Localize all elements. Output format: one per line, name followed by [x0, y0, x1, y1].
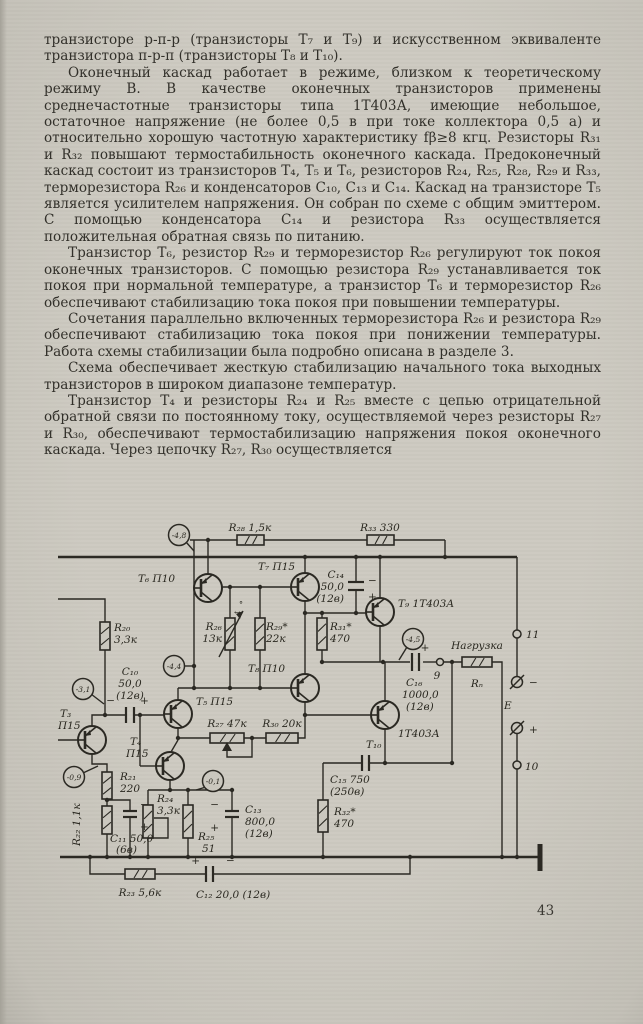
component-label: 1Т403А: [398, 728, 440, 740]
junction-dot: [381, 660, 385, 664]
wire: [399, 647, 407, 660]
junction-dot: [105, 855, 109, 859]
component-label: С₁₂ 20,0 (12в): [196, 889, 271, 901]
component-label: +: [191, 855, 200, 867]
resistor-R26: [225, 618, 235, 650]
resistor-R25: [183, 805, 193, 838]
paragraph: Транзистор Т₄ и резисторы R₂₄ и R₂₅ вместе с цепью отрицательной обратной связи по постоянному току, осуществляемой через резисторы R₂₇ и R₃₀, обеспечивают термостабилизацию напряжения покоя оконечного каскада. Через цепочку R₂₇, R₃₀ осуществляется: [44, 392, 601, 459]
component-label: ↔: [234, 608, 241, 617]
junction-dot: [192, 686, 196, 690]
junction-dot: [408, 855, 412, 859]
component-label: +: [210, 822, 219, 834]
voltage-marker-value: -0,9: [66, 772, 82, 782]
component-label: Т₆ П10: [138, 573, 176, 585]
junction-dot: [192, 664, 196, 668]
junction-dot: [303, 713, 307, 717]
junction-dot: [206, 538, 210, 542]
component-label: (12в): [316, 593, 344, 605]
component-label: 22к: [266, 633, 286, 645]
junction-dot: [354, 555, 358, 559]
component-label: +: [368, 591, 377, 603]
component-label: R₂₂ 1,1к: [71, 803, 83, 846]
wire: [492, 662, 502, 857]
junction-dot: [186, 855, 190, 859]
junction-dot: [88, 855, 92, 859]
wire: [83, 766, 98, 773]
component-label: R₃₂*: [334, 806, 356, 818]
component-label: С₁₃: [245, 804, 262, 816]
component-label: R₂₇ 47к: [207, 718, 247, 730]
component-label: Т₈ П10: [248, 663, 286, 675]
paragraph: транзисторе р-п-р (транзисторы Т₇ и Т₉) и искусственном эквиваленте транзистора п-р-п (транзисторы Т₈ и Т₁₀).: [44, 32, 601, 65]
junction-dot: [228, 585, 232, 589]
component-label: Т₄: [130, 736, 142, 748]
component-label: 50,0: [118, 678, 142, 690]
page-number: 43: [537, 903, 555, 919]
transistor-collector: [85, 744, 96, 753]
junction-dot: [383, 761, 387, 765]
component-label: R₂₉*: [266, 621, 288, 633]
component-label: R₃₃ 330: [360, 522, 400, 534]
node-circle: [513, 630, 521, 638]
component-label: Нагрузка: [451, 640, 503, 652]
wire: [214, 857, 410, 874]
component-label: +: [140, 695, 149, 707]
component-label: Т₉ 1Т403А: [398, 598, 455, 610]
junction-dot: [450, 761, 454, 765]
component-label: 470: [334, 818, 355, 830]
resistor-R31: [317, 618, 327, 650]
voltage-marker-value: -4,5: [405, 634, 421, 644]
component-label: С₁₆: [406, 677, 423, 689]
wire: [58, 599, 105, 622]
junction-dot: [105, 798, 109, 802]
voltage-marker-value: -4,4: [166, 661, 182, 671]
wire: [171, 740, 178, 752]
component-label: 220: [120, 783, 141, 795]
component-label: С₁₄: [327, 569, 344, 581]
transistor-collector: [201, 592, 212, 601]
component-label: −: [140, 799, 149, 811]
component-label: +: [420, 642, 430, 654]
component-label: 10: [525, 761, 539, 773]
wire: [92, 754, 107, 772]
resistor-R30: [266, 733, 298, 743]
paragraph: Схема обеспечивает жесткую стабилизацию начального тока выходных транзисторов в широком диапазоне температур.: [44, 360, 601, 393]
junction-dot: [176, 736, 180, 740]
component-label: 3,3к: [114, 634, 137, 646]
wire: [186, 542, 194, 551]
transistor-collector: [298, 692, 309, 701]
transistor-collector: [378, 719, 389, 728]
component-label: (12в): [406, 701, 434, 713]
component-label: R₃₁*: [330, 621, 352, 633]
junction-dot: [443, 555, 447, 559]
component-label: −: [210, 799, 219, 811]
voltage-marker-value: -0,1: [205, 776, 221, 786]
component-label: R₂₀: [114, 622, 131, 634]
component-label: С₁₀: [121, 666, 139, 678]
paragraph: Транзистор Т₆, резистор R₂₉ и терморезистор R₂₆ регулируют ток покоя оконечных транзисторов. С помощью резистора R₂₉ устанавливается ток покоя при нормальной температуре, а транзистор Т₆ и терморезистор R₂₆ обеспечивают стабилизацию тока покоя при повышении температуры.: [44, 245, 601, 311]
component-label: 470: [330, 633, 351, 645]
component-label: 3,3к: [157, 805, 180, 817]
junction-dot: [168, 788, 172, 792]
component-label: +: [140, 821, 149, 833]
junction-dot: [354, 611, 358, 615]
component-label: П15: [58, 720, 81, 732]
junction-dot: [186, 788, 190, 792]
junction-dot: [228, 686, 232, 690]
junction-dot: [103, 713, 107, 717]
wire: [92, 715, 105, 726]
component-label: R₂₃ 5,6к: [118, 887, 162, 899]
junction-dot: [321, 855, 325, 859]
component-label: −: [226, 855, 235, 867]
junction-dot: [258, 585, 262, 589]
component-label: (6в): [116, 844, 137, 856]
component-label: С₁₁ 50,0: [110, 833, 154, 845]
junction-dot: [230, 788, 234, 792]
component-label: Т₁₀: [366, 739, 382, 751]
component-label: Е: [504, 700, 512, 712]
paragraph: Оконечный каскад работает в режиме, близком к теоретическому режиму В. В качестве оконечных транзисторов применены среднечастотные транзисторы типа 1Т403А, имеющие небольшое, остаточное напряжение (не более 0,5 в при токе коллектора 0,5 а) и относительно хорошую частотную характеристику fβ≥8 кгц. Резисторы R₃₁ и R₃₂ повышают термостабильность оконечного каскада. Предоконечный каскад состоит из транзисторов Т₄, Т₅ и Т₆, резисторов R₂₄, R₂₅, R₂₈, R₂₉ и R₃₃, терморезистора R₂₆ и конденсаторов С₁₀, С₁₃ и С₁₄. Каскад на транзисторе Т₅ является усилителем напряжения. Он собран по схеме с общим эмиттером. С помощью конденсатора С₁₄ и резистора R₃₃ осуществляется положительная обратная связь по питанию.: [44, 64, 601, 245]
component-label: С₁₅ 750: [330, 774, 370, 786]
resistor-R28: [237, 535, 264, 545]
junction-dot: [303, 611, 307, 615]
transistor-collector: [163, 770, 174, 779]
junction-dot: [258, 686, 262, 690]
component-label: 1000,0: [402, 689, 439, 701]
component-label: R₂₅: [198, 831, 215, 843]
component-label: −: [529, 677, 538, 689]
component-label: +: [529, 724, 538, 736]
junction-dot: [450, 660, 454, 664]
component-label: R₂₄: [157, 793, 174, 805]
component-label: R₂₆: [205, 621, 222, 633]
wire: [91, 694, 104, 704]
component-label: R₃₀ 20к: [262, 718, 302, 730]
component-label: R₂₈ 1,5к: [228, 522, 272, 534]
transistor-collector: [373, 616, 384, 625]
junction-dot: [320, 660, 324, 664]
resistor-R23: [125, 869, 155, 879]
component-label: Т₃: [60, 708, 72, 720]
resistor-R32: [318, 800, 328, 832]
junction-dot: [146, 855, 150, 859]
component-label: °: [239, 600, 243, 609]
component-label: Rₙ: [470, 678, 484, 690]
junction-dot: [250, 736, 254, 740]
component-label: 800,0: [245, 816, 276, 828]
resistor-R21: [102, 772, 112, 799]
component-label: 13к: [202, 633, 222, 645]
node-circle: [437, 659, 444, 666]
component-label: 50,0: [320, 581, 344, 593]
junction-dot: [138, 713, 142, 717]
component-label: −: [368, 575, 377, 587]
resistor-R29: [255, 618, 265, 650]
paragraph: Сочетания параллельно включенных терморезистора R₂₆ и резистора R₂₉ обеспечивают стабилизацию тока покоя при понижении температуры. Работа схемы стабилизации была подробно описана в разделе 3.: [44, 310, 601, 360]
component-label: 9: [433, 670, 441, 682]
junction-dot: [515, 855, 519, 859]
junction-dot: [378, 555, 382, 559]
voltage-marker-value: -4,8: [171, 530, 187, 540]
resistor-R22: [102, 806, 112, 834]
component-label: 11: [526, 629, 540, 641]
component-label: Т₇ П15: [258, 561, 296, 573]
component-label: (250в): [330, 786, 365, 798]
component-label: 51: [202, 843, 216, 855]
node-circle: [513, 761, 521, 769]
transistor-collector: [298, 591, 309, 600]
component-label: (12в): [116, 690, 144, 702]
component-label: Т₅ П15: [196, 696, 234, 708]
component-label: R₂₁: [120, 771, 137, 783]
junction-dot: [303, 555, 307, 559]
resistor-R33: [367, 535, 394, 545]
resistor-Rn: [462, 657, 492, 667]
component-label: −: [106, 695, 115, 707]
voltage-marker-value: -3,1: [75, 684, 91, 694]
transistor-collector: [171, 718, 182, 727]
resistor-R27: [210, 733, 244, 743]
resistor-R20: [100, 622, 110, 650]
component-label: П15: [126, 748, 149, 760]
junction-dot: [500, 855, 504, 859]
component-label: (12в): [245, 828, 273, 840]
junction-dot: [320, 611, 324, 615]
